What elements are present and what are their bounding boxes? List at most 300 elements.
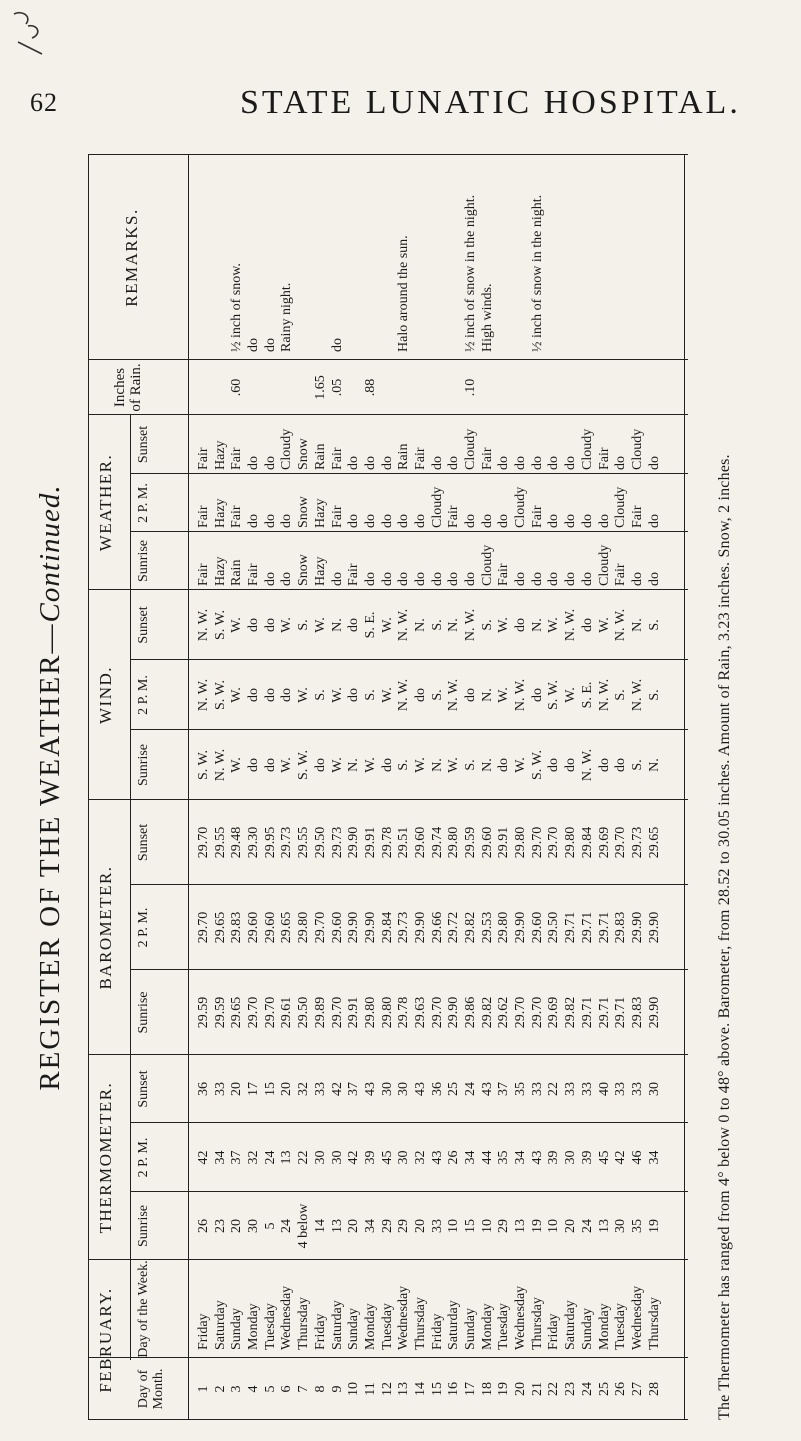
wind-sunset-cell: W. xyxy=(496,617,512,633)
weather-sunset-cell: do xyxy=(446,456,462,470)
barometer-sunset-cell: 29.69 xyxy=(596,826,612,859)
weather-sunset-cell: do xyxy=(613,456,629,470)
remark-cell xyxy=(580,155,597,352)
day-of-week-cell: Monday xyxy=(479,1303,495,1350)
day-of-week-cell: Tuesday xyxy=(379,1303,395,1350)
thermometer-sunset-cell: 24 xyxy=(463,1082,478,1096)
wind-2pm-column xyxy=(196,660,663,730)
weather-sunrise-cell: do xyxy=(446,572,462,586)
barometer-2pm-cell: 29.73 xyxy=(396,911,412,944)
thermometer-sunrise-cell: 10 xyxy=(446,1219,462,1233)
barometer-2pm-cell: 29.60 xyxy=(246,911,262,944)
barometer-2pm-cell: 29.80 xyxy=(296,911,312,944)
day-of-week-cell: Wednesday xyxy=(513,1285,529,1350)
weather-2pm-cell: Cloudy xyxy=(513,486,529,528)
barometer-sunrise-cell: 29.61 xyxy=(279,996,295,1029)
wind-2pm-cell: do xyxy=(262,688,278,702)
barometer-sunrise-cell: 29.83 xyxy=(629,996,645,1029)
rain-cell xyxy=(296,360,313,415)
day-of-week-cell: Thursday xyxy=(646,1297,662,1350)
day-of-month-cell: 4 xyxy=(246,1385,262,1393)
weather-sunset-cell: Rain xyxy=(396,443,412,470)
barometer-2pm-cell: 29.65 xyxy=(279,911,295,944)
thermometer-sunrise-cell: 10 xyxy=(546,1219,562,1233)
thermometer-sunset-cell: 33 xyxy=(529,1082,545,1096)
day-of-month-cell: 7 xyxy=(296,1385,312,1393)
day-of-month-cell: 8 xyxy=(312,1385,328,1393)
wind-sunrise-cell: W. xyxy=(362,757,378,773)
remark-cell xyxy=(213,155,230,352)
weather-sunrise-cell: Fair xyxy=(246,563,262,586)
weather-sunrise-cell: do xyxy=(646,572,662,586)
thermometer-sunrise-cell: 20 xyxy=(346,1219,362,1233)
wind-sunset-cell: S. W. xyxy=(212,610,228,640)
day-of-month-cell: 18 xyxy=(479,1382,495,1396)
rain-column xyxy=(196,360,663,415)
thermometer-sunrise-cell: 29 xyxy=(496,1219,512,1233)
wind-sunset-cell: N. xyxy=(629,618,645,632)
weather-sunrise-column xyxy=(196,532,663,586)
rain-cell xyxy=(413,360,430,415)
day-of-week-cell: Saturday xyxy=(563,1300,579,1350)
remark-cell: do xyxy=(262,338,278,352)
barometer-2pm-cell: 29.60 xyxy=(329,911,345,944)
remark-cell: Halo around the sun. xyxy=(396,235,412,352)
thermometer-sunrise-cell: 23 xyxy=(212,1219,228,1233)
day-of-week-cell: Tuesday xyxy=(613,1303,629,1350)
wind-sunrise-cell: S. W. xyxy=(529,750,545,780)
day-of-week-cell: Tuesday xyxy=(262,1303,278,1350)
day-of-week-cell: Sunday xyxy=(579,1308,595,1350)
barometer-sunrise-cell: 29.90 xyxy=(646,996,662,1029)
thermometer-2pm-cell: 30 xyxy=(312,1150,328,1165)
weather-2pm-cell: do xyxy=(379,514,395,528)
wind-sunset-cell: W. xyxy=(229,617,245,633)
barometer-header: BAROMETER. xyxy=(96,865,115,990)
weather-2pm-cell: do xyxy=(579,514,595,528)
weather-sunset-cell: do xyxy=(246,456,262,470)
table-title: REGISTER OF THE WEATHER—Continued. xyxy=(34,484,66,1091)
thermometer-sunrise-cell: 15 xyxy=(463,1219,478,1233)
wind-sunset-cell: do xyxy=(262,618,278,632)
thermometer-sunset-cell: 36 xyxy=(196,1082,211,1096)
thermometer-2pm-cell: 30 xyxy=(563,1150,579,1165)
weather-sunrise-cell: do xyxy=(262,572,278,586)
wind-sunset-cell: S. xyxy=(479,619,495,631)
barometer-sunrise-cell: 29.70 xyxy=(246,996,262,1029)
barometer-sunrise-cell: 29.80 xyxy=(379,996,395,1029)
barometer-sunrise-cell: 29.90 xyxy=(446,996,462,1029)
thermometer-sunset-cell: 32 xyxy=(296,1082,312,1096)
thermometer-2pm-cell: 46 xyxy=(629,1150,645,1165)
thermometer-sunset-cell: 43 xyxy=(479,1082,495,1096)
rain-cell xyxy=(580,360,597,415)
day-of-month-cell: 17 xyxy=(463,1382,478,1396)
thermometer-sunrise-cell: 29 xyxy=(379,1219,395,1233)
wind-2pm-cell: S. xyxy=(613,689,629,701)
weather-2pm-cell: do xyxy=(479,514,495,528)
barometer-sunrise-cell: 29.71 xyxy=(613,996,629,1029)
remark-cell xyxy=(563,155,580,352)
weather-table xyxy=(88,155,688,1420)
weather-sunrise-cell: do xyxy=(529,572,545,586)
barometer-sunrise-cell: 29.86 xyxy=(463,996,478,1029)
day-of-week-cell: Wednesday xyxy=(629,1285,645,1350)
rotated-weather-table xyxy=(28,155,773,1420)
rain-cell xyxy=(396,360,413,415)
remark-cell: ½ inch of snow. xyxy=(229,263,245,352)
weather-sunset-cell: do xyxy=(496,456,512,470)
barometer-sunset-cell: 29.91 xyxy=(362,826,378,859)
weather-sunset-cell: Snow xyxy=(296,438,312,470)
weather-sunrise-cell: do xyxy=(362,572,378,586)
barometer-sunrise-cell: 29.59 xyxy=(196,996,211,1029)
rain-cell xyxy=(563,360,580,415)
barometer-2pm-cell: 29.53 xyxy=(479,911,495,944)
barometer-sunset-cell: 29.80 xyxy=(563,826,579,859)
barometer-2pm-cell: 29.70 xyxy=(312,911,328,944)
wind-sunrise-cell: S. W. xyxy=(296,750,312,780)
thermometer-sunset-cell: 30 xyxy=(646,1082,662,1096)
remark-cell: do xyxy=(246,338,262,352)
weather-sunset-cell: Hazy xyxy=(212,440,228,470)
rain-cell xyxy=(480,360,497,415)
barometer-2pm-cell: 29.66 xyxy=(429,911,445,944)
thermometer-sunrise-cell: 30 xyxy=(246,1219,262,1233)
barometer-sunset-cell: 29.50 xyxy=(312,826,328,859)
rain-cell xyxy=(530,360,547,415)
wind-sunset-cell: N. W. xyxy=(396,608,412,642)
weather-2pm-column xyxy=(196,474,663,528)
barometer-sunset-cell: 29.51 xyxy=(396,826,412,859)
barometer-sunset-cell: 29.95 xyxy=(262,826,278,859)
weather-header: WEATHER. xyxy=(96,453,115,552)
wind-2pm-cell: S. W. xyxy=(212,680,228,710)
weather-sunrise-cell: do xyxy=(579,572,595,586)
weather-sunset-column xyxy=(196,415,663,470)
day-of-month-cell: 22 xyxy=(546,1382,562,1396)
barometer-sunset-cell: 29.70 xyxy=(196,826,211,859)
barometer-2pm-cell: 29.71 xyxy=(579,911,595,944)
pencil-mark-icon xyxy=(8,8,52,58)
rain-cell xyxy=(346,360,363,415)
barometer-2pm-cell: 29.70 xyxy=(196,911,211,944)
remark-cell xyxy=(513,155,530,352)
wind-sunset-cell: W. xyxy=(596,617,612,633)
day-of-month-cell: 14 xyxy=(412,1382,428,1396)
barometer-sunrise-cell: 29.80 xyxy=(362,996,378,1029)
thermometer-sunset-cell: 33 xyxy=(563,1082,579,1096)
wind-sunrise-cell: S. xyxy=(396,759,412,771)
wind-sunrise-cell: N. W. xyxy=(212,748,228,782)
thermometer-2pm-cell: 34 xyxy=(463,1150,478,1165)
weather-sunrise-cell: Hazy xyxy=(312,556,328,586)
wind-sunrise-cell: N. xyxy=(429,758,445,772)
weather-sunrise-cell: Fair xyxy=(346,563,362,586)
barometer-2pm-cell: 29.83 xyxy=(229,911,245,944)
weather-2pm-cell: do xyxy=(362,514,378,528)
weather-sunrise-cell: do xyxy=(396,572,412,586)
day-of-month-cell: 21 xyxy=(529,1382,545,1396)
day-of-month-cell: 6 xyxy=(279,1385,295,1393)
barometer-sunset-cell: 29.91 xyxy=(496,826,512,859)
barometer-sunset-cell: 29.70 xyxy=(613,826,629,859)
weather-sunrise-cell: Fair xyxy=(496,563,512,586)
wind-sunset-cell: S. xyxy=(646,619,662,631)
weather-sunset-cell: Fair xyxy=(412,447,428,470)
day-of-month-cell: 9 xyxy=(329,1385,345,1393)
barometer-2pm-cell: 29.50 xyxy=(546,911,562,944)
barometer-sunrise-cell: 29.50 xyxy=(296,996,312,1029)
thermometer-sunrise-header: Sunrise xyxy=(136,1205,151,1247)
barometer-sunrise-cell: 29.70 xyxy=(529,996,545,1029)
barometer-sunrise-cell: 29.65 xyxy=(229,996,245,1029)
weather-sunset-cell: do xyxy=(646,456,662,470)
weather-sunset-cell: do xyxy=(563,456,579,470)
barometer-2pm-cell: 29.65 xyxy=(212,911,228,944)
barometer-2pm-cell: 29.90 xyxy=(629,911,645,944)
thermometer-sunset-cell: 33 xyxy=(629,1082,645,1096)
thermometer-2pm-column xyxy=(196,1123,663,1192)
remark-cell xyxy=(597,155,614,352)
rain-cell xyxy=(613,360,630,415)
barometer-sunset-cell: 29.90 xyxy=(346,826,362,859)
thermometer-sunrise-cell: 30 xyxy=(613,1219,629,1233)
thermometer-2pm-cell: 39 xyxy=(579,1150,595,1165)
day-of-month-column xyxy=(196,1358,663,1420)
rain-cell xyxy=(546,360,563,415)
barometer-2pm-cell: 29.60 xyxy=(529,911,545,944)
wind-sunset-cell: N. W. xyxy=(613,608,629,642)
barometer-sunrise-cell: 29.70 xyxy=(429,996,445,1029)
thermometer-2pm-cell: 44 xyxy=(479,1150,495,1165)
remark-cell: ½ inch of snow in the night. xyxy=(463,194,478,352)
day-of-week-header: Day of the Week. xyxy=(136,1260,151,1358)
barometer-sunrise-cell: 29.70 xyxy=(513,996,529,1029)
weather-2pm-cell: Snow xyxy=(296,496,312,528)
rain-cell xyxy=(647,360,664,415)
thermometer-sunset-cell: 37 xyxy=(346,1082,362,1096)
barometer-2pm-cell: 29.90 xyxy=(513,911,529,944)
thermometer-sunrise-cell: 14 xyxy=(312,1219,328,1233)
wind-2pm-cell: S. xyxy=(646,689,662,701)
wind-2pm-cell: S. xyxy=(362,689,378,701)
weather-sunset-cell: Fair xyxy=(196,447,211,470)
barometer-sunset-cell: 29.59 xyxy=(463,826,478,859)
weather-sunset-cell: Fair xyxy=(479,447,495,470)
thermometer-sunset-cell: 33 xyxy=(579,1082,595,1096)
barometer-2pm-cell: 29.90 xyxy=(646,911,662,944)
wind-sunrise-cell: do xyxy=(262,758,278,772)
weather-sunset-cell: do xyxy=(262,456,278,470)
wind-sunrise-cell: W. xyxy=(446,757,462,773)
day-of-week-cell: Friday xyxy=(196,1313,211,1350)
day-of-month-header: Day of Month. xyxy=(136,1368,166,1410)
remark-cell xyxy=(313,155,330,352)
rain-cell xyxy=(279,360,296,415)
rain-cell xyxy=(213,360,230,415)
wind-sunrise-cell: do xyxy=(613,758,629,772)
wind-sunrise-cell: S. W. xyxy=(196,750,211,780)
barometer-sunset-column xyxy=(196,800,663,885)
wind-sunrise-cell: N. W. xyxy=(579,748,595,782)
thermometer-sunrise-cell: 10 xyxy=(479,1219,495,1233)
day-of-week-cell: Monday xyxy=(596,1303,612,1350)
wind-2pm-cell: S. E. xyxy=(579,681,595,709)
day-of-week-cell: Saturday xyxy=(212,1300,228,1350)
rain-cell xyxy=(380,360,397,415)
barometer-sunset-cell: 29.73 xyxy=(629,826,645,859)
rain-cell: .10 xyxy=(463,378,478,397)
thermometer-sunset-header: Sunset xyxy=(136,1070,151,1108)
barometer-sunrise-cell: 29.59 xyxy=(212,996,228,1029)
wind-sunrise-cell: N. xyxy=(346,758,362,772)
day-of-week-cell: Friday xyxy=(429,1313,445,1350)
thermometer-sunset-cell: 15 xyxy=(262,1082,278,1096)
thermometer-sunrise-cell: 19 xyxy=(646,1219,662,1233)
remark-cell: ½ inch of snow in the night. xyxy=(529,194,545,352)
remark-cell xyxy=(546,155,563,352)
weather-sunset-cell: Cloudy xyxy=(279,428,295,470)
thermometer-sunset-cell: 20 xyxy=(229,1082,245,1096)
weather-sunrise-cell: do xyxy=(279,572,295,586)
weather-2pm-cell: do xyxy=(496,514,512,528)
rain-cell xyxy=(246,360,263,415)
thermometer-sunset-cell: 43 xyxy=(362,1082,378,1096)
wind-2pm-cell: S. W. xyxy=(546,680,562,710)
remark-cell xyxy=(363,155,380,352)
barometer-sunrise-cell: 29.70 xyxy=(329,996,345,1029)
weather-2pm-cell: do xyxy=(262,514,278,528)
wind-sunrise-cell: N. xyxy=(479,758,495,772)
barometer-sunrise-cell: 29.91 xyxy=(346,996,362,1029)
wind-2pm-cell: do xyxy=(463,688,478,702)
thermometer-sunrise-cell: 20 xyxy=(412,1219,428,1233)
day-of-week-cell: Sunday xyxy=(346,1308,362,1350)
day-of-month-cell: 25 xyxy=(596,1382,612,1396)
wind-sunset-header: Sunset xyxy=(136,606,151,644)
rain-cell: .05 xyxy=(329,378,345,397)
wind-sunset-cell: W. xyxy=(312,617,328,633)
barometer-sunset-cell: 29.70 xyxy=(529,826,545,859)
weather-sunset-cell: do xyxy=(429,456,445,470)
thermometer-2pm-cell: 30 xyxy=(396,1150,412,1165)
wind-2pm-cell: W. xyxy=(563,687,579,703)
barometer-2pm-cell: 29.80 xyxy=(496,911,512,944)
wind-2pm-cell: W. xyxy=(229,687,245,703)
wind-2pm-cell: W. xyxy=(329,687,345,703)
barometer-2pm-cell: 29.82 xyxy=(463,911,478,944)
wind-sunrise-cell: W. xyxy=(229,757,245,773)
barometer-sunset-cell: 29.80 xyxy=(513,826,529,859)
weather-sunrise-cell: Snow xyxy=(296,554,312,586)
weather-sunrise-cell: do xyxy=(629,572,645,586)
wind-sunset-cell: S. E. xyxy=(362,611,378,639)
weather-sunset-cell: Cloudy xyxy=(629,428,645,470)
remark-cell: High winds. xyxy=(479,283,495,352)
barometer-2pm-cell: 29.71 xyxy=(563,911,579,944)
thermometer-2pm-cell: 34 xyxy=(646,1150,662,1165)
day-of-week-cell: Saturday xyxy=(329,1300,345,1350)
wind-2pm-cell: W. xyxy=(496,687,512,703)
barometer-sunrise-cell: 29.62 xyxy=(496,996,512,1029)
weather-sunset-cell: do xyxy=(379,456,395,470)
weather-sunrise-cell: do xyxy=(412,572,428,586)
barometer-sunset-cell: 29.73 xyxy=(329,826,345,859)
thermometer-sunset-cell: 20 xyxy=(279,1082,295,1096)
wind-sunrise-cell: do xyxy=(596,758,612,772)
weather-sunrise-header: Sunrise xyxy=(136,540,151,582)
wind-sunrise-cell: do xyxy=(379,758,395,772)
thermometer-2pm-cell: 35 xyxy=(496,1150,512,1165)
wind-sunrise-cell: W. xyxy=(412,757,428,773)
barometer-sunrise-cell: 29.69 xyxy=(546,996,562,1029)
barometer-2pm-cell: 29.84 xyxy=(379,911,395,944)
barometer-sunset-cell: 29.80 xyxy=(446,826,462,859)
rain-cell xyxy=(597,360,614,415)
thermometer-sunrise-cell: 24 xyxy=(279,1219,295,1233)
rain-cell: 1.65 xyxy=(312,375,328,400)
thermometer-sunrise-cell: 13 xyxy=(513,1219,529,1233)
thermometer-sunset-cell: 42 xyxy=(329,1082,345,1096)
day-of-month-cell: 12 xyxy=(379,1382,395,1396)
thermometer-sunrise-cell: 5 xyxy=(262,1222,278,1230)
weather-sunrise-cell: Cloudy xyxy=(596,544,612,586)
day-of-month-cell: 28 xyxy=(646,1382,662,1396)
weather-2pm-cell: Fair xyxy=(229,505,245,528)
remarks-column xyxy=(196,155,663,352)
weather-sunset-cell: Rain xyxy=(312,443,328,470)
barometer-sunset-cell: 29.78 xyxy=(379,826,395,859)
thermometer-2pm-cell: 34 xyxy=(513,1150,529,1165)
barometer-sunrise-cell: 29.82 xyxy=(479,996,495,1029)
barometer-sunset-cell: 29.55 xyxy=(212,826,228,859)
wind-2pm-cell: N. W. xyxy=(396,678,412,712)
day-of-month-cell: 15 xyxy=(429,1382,445,1396)
barometer-sunset-cell: 29.30 xyxy=(246,826,262,859)
day-of-month-cell: 10 xyxy=(346,1382,362,1396)
remark-cell xyxy=(196,155,213,352)
wind-2pm-cell: N. xyxy=(479,688,495,702)
weather-sunset-cell: Fair xyxy=(229,447,245,470)
weather-sunset-cell: Cloudy xyxy=(579,428,595,470)
barometer-sunset-cell: 29.74 xyxy=(429,826,445,859)
wind-sunset-cell: N. xyxy=(529,618,545,632)
thermometer-2pm-cell: 42 xyxy=(196,1150,211,1165)
thermometer-sunset-cell: 35 xyxy=(513,1082,529,1096)
wind-sunrise-header: Sunrise xyxy=(136,744,151,786)
barometer-sunset-cell: 29.73 xyxy=(279,826,295,859)
thermometer-sunset-cell: 36 xyxy=(429,1082,445,1096)
running-head: STATE LUNATIC HOSPITAL. xyxy=(240,84,741,121)
remark-cell xyxy=(446,155,463,352)
wind-sunset-cell: W. xyxy=(546,617,562,633)
thermometer-2pm-cell: 42 xyxy=(613,1150,629,1165)
thermometer-2pm-header: 2 P. M. xyxy=(136,1137,151,1178)
barometer-sunset-header: Sunset xyxy=(136,823,151,862)
weather-sunset-cell: do xyxy=(546,456,562,470)
wind-sunset-cell: N. xyxy=(329,618,345,632)
thermometer-2pm-cell: 30 xyxy=(329,1150,345,1165)
weather-sunset-header: Sunset xyxy=(136,425,151,464)
wind-sunrise-cell: S. xyxy=(629,759,645,771)
wind-sunset-column xyxy=(196,590,663,660)
day-of-month-cell: 19 xyxy=(496,1382,512,1396)
page-number: 62 xyxy=(30,88,58,117)
wind-sunset-cell: N. xyxy=(446,618,462,632)
barometer-sunrise-cell: 29.71 xyxy=(596,996,612,1029)
rain-cell xyxy=(630,360,647,415)
